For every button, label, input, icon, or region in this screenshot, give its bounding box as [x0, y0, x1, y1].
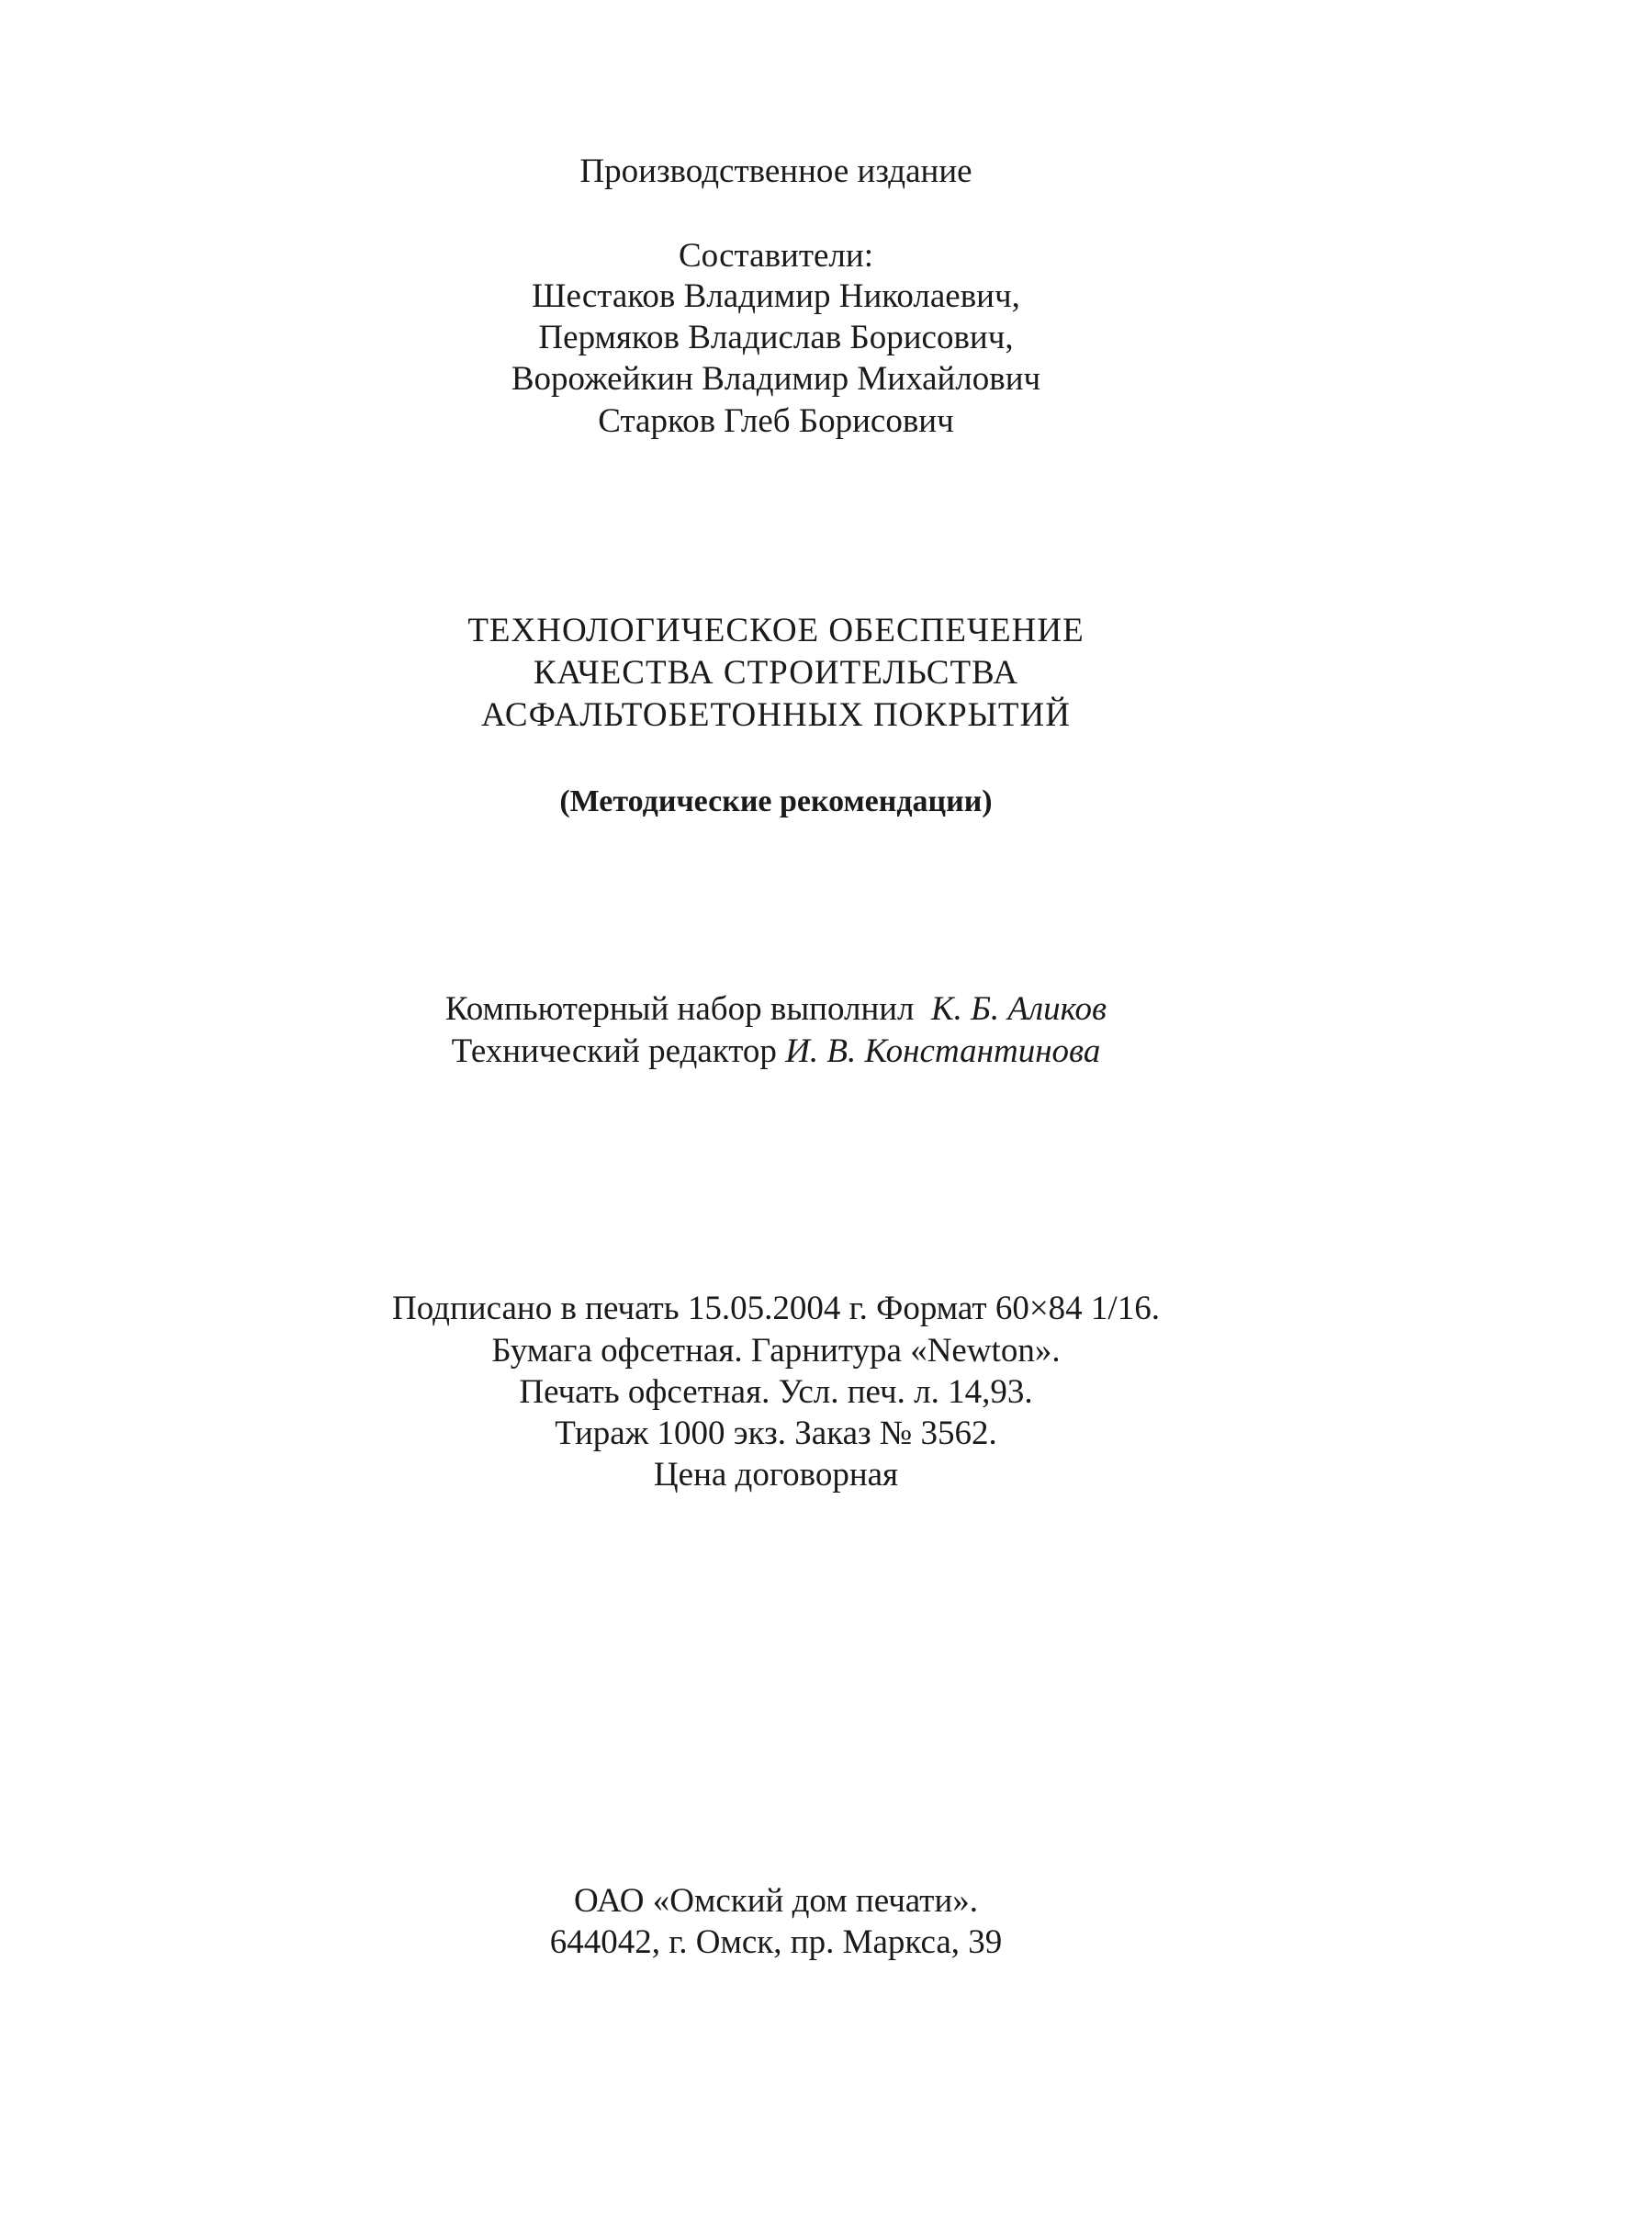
typeset-name: К. Б. Аликов	[931, 990, 1107, 1028]
title-line: КАЧЕСТВА СТРОИТЕЛЬСТВА	[533, 654, 1019, 692]
editor-credit	[0, 1031, 1552, 1073]
imprint-line: Тираж 1000 экз. Заказ № 3562.	[555, 1415, 997, 1452]
compiler-name: Старков Глеб Борисович	[598, 402, 954, 440]
typeset-credit	[0, 988, 1552, 1031]
compiler-name: Пермяков Владислав Борисович,	[538, 319, 1014, 356]
compiler-name: Ворожейкин Владимир Михайлович	[511, 360, 1041, 398]
title-line: ТЕХНОЛОГИЧЕСКОЕ ОБЕСПЕЧЕНИЕ	[467, 612, 1084, 649]
imprint-line: Бумага офсетная. Гарнитура «Newton».	[491, 1332, 1061, 1370]
edition-type: Производственное издание	[579, 152, 972, 190]
title-line: АСФАЛЬТОБЕТОННЫХ ПОКРЫТИЙ	[481, 696, 1071, 734]
imprint-line: Цена договорная	[653, 1456, 899, 1494]
compilers-label: Составители:	[679, 237, 873, 275]
editor-label: Технический редактор	[451, 1032, 777, 1070]
publisher-address: 644042, г. Омск, пр. Маркса, 39	[549, 1923, 1003, 1961]
imprint-line: Печать офсетная. Усл. печ. л. 14,93.	[519, 1373, 1033, 1411]
publisher-name: ОАО «Омский дом печати».	[574, 1882, 978, 1920]
imprint-line: Подписано в печать 15.05.2004 г. Формат 60×84 1/16.	[392, 1290, 1160, 1327]
compiler-name: Шестаков Владимир Николаевич,	[532, 277, 1020, 315]
typeset-label: Компьютерный набор выполнил	[444, 990, 915, 1028]
subtitle: (Методические рекомендации)	[559, 784, 993, 818]
editor-name: И. В. Константинова	[785, 1032, 1101, 1070]
